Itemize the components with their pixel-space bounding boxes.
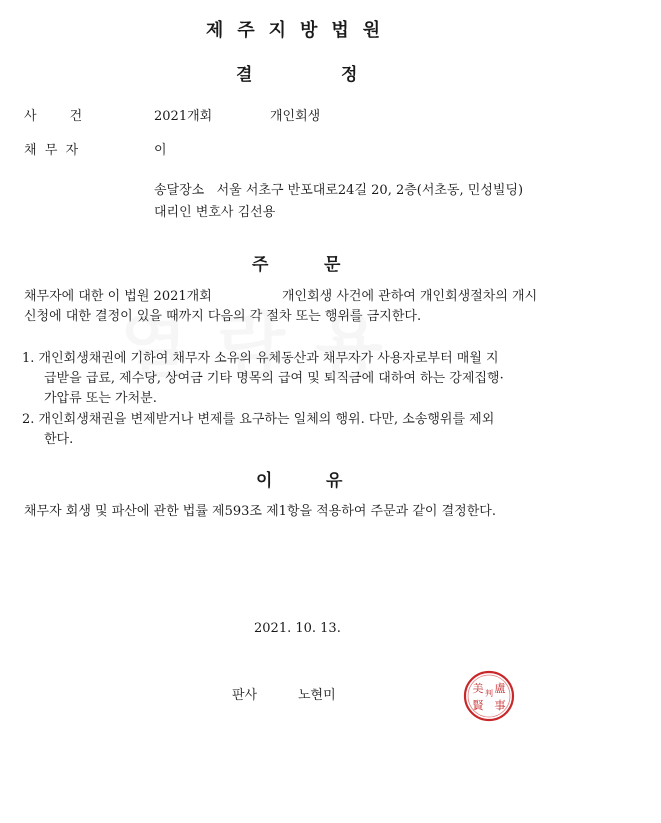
judge-title: 판사 bbox=[232, 688, 258, 703]
order-item-1-line-2: 급받을 급료, 제수당, 상여금 기타 명목의 급여 및 퇴직금에 대하여 하는 강제집행· bbox=[44, 371, 504, 386]
order-item-1-line-3: 가압류 또는 가처분. bbox=[44, 391, 157, 406]
order-item-2-line-2: 한다. bbox=[44, 432, 74, 447]
svg-text:賢: 賢 bbox=[472, 699, 484, 712]
reason-heading-char-1: 이 bbox=[256, 471, 273, 491]
svg-text:判: 判 bbox=[485, 689, 493, 698]
judge-seal-stamp bbox=[463, 670, 515, 722]
svg-text:事: 事 bbox=[494, 699, 506, 712]
case-name: 개인회생 bbox=[270, 109, 321, 124]
order-para-line-1a: 채무자에 대한 이 법원 2021개회 bbox=[24, 289, 212, 304]
svg-text:美: 美 bbox=[472, 682, 484, 695]
case-label: 사 건 bbox=[24, 109, 83, 124]
legal-agent: 대리인 변호사 김선용 bbox=[154, 205, 276, 220]
service-address: 송달장소 서울 서초구 반포대로24길 20, 2층(서초동, 민성빌딩) bbox=[154, 183, 524, 198]
court-name: 제주지방법원 bbox=[205, 20, 395, 41]
order-para-line-1b: 개인회생 사건에 관하여 개인회생절차의 개시 bbox=[282, 289, 538, 304]
judge-name: 노현미 bbox=[298, 688, 336, 703]
svg-text:盧: 盧 bbox=[494, 682, 506, 695]
case-number: 2021개회 bbox=[154, 109, 213, 124]
order-para-line-2: 신청에 대한 결정이 있을 때까지 다음의 각 절차 또는 행위를 금지한다. bbox=[24, 309, 422, 324]
doc-type-char-1: 결 bbox=[236, 65, 253, 85]
reason-text: 채무자 회생 및 파산에 관한 법률 제593조 제1항을 적용하여 주문과 같이 결정한다. bbox=[24, 504, 496, 519]
debtor-name: 이 bbox=[154, 143, 167, 158]
order-heading-char-1: 주 bbox=[252, 255, 269, 275]
decision-date: 2021. 10. 13. bbox=[254, 621, 341, 636]
order-heading-char-2: 문 bbox=[324, 255, 341, 275]
debtor-label: 채 무 자 bbox=[24, 143, 79, 158]
order-item-1-line-1: 1. 개인회생채권에 기하여 채무자 소유의 유체동산과 채무자가 사용자로부터 매월 지 bbox=[22, 351, 499, 366]
reason-heading-char-2: 유 bbox=[326, 471, 343, 491]
order-item-2-line-1: 2. 개인회생채권을 변제받거나 변제를 요구하는 일체의 행위. 다만, 소송행위를 제외 bbox=[22, 412, 495, 427]
doc-type-char-2: 정 bbox=[341, 65, 358, 85]
